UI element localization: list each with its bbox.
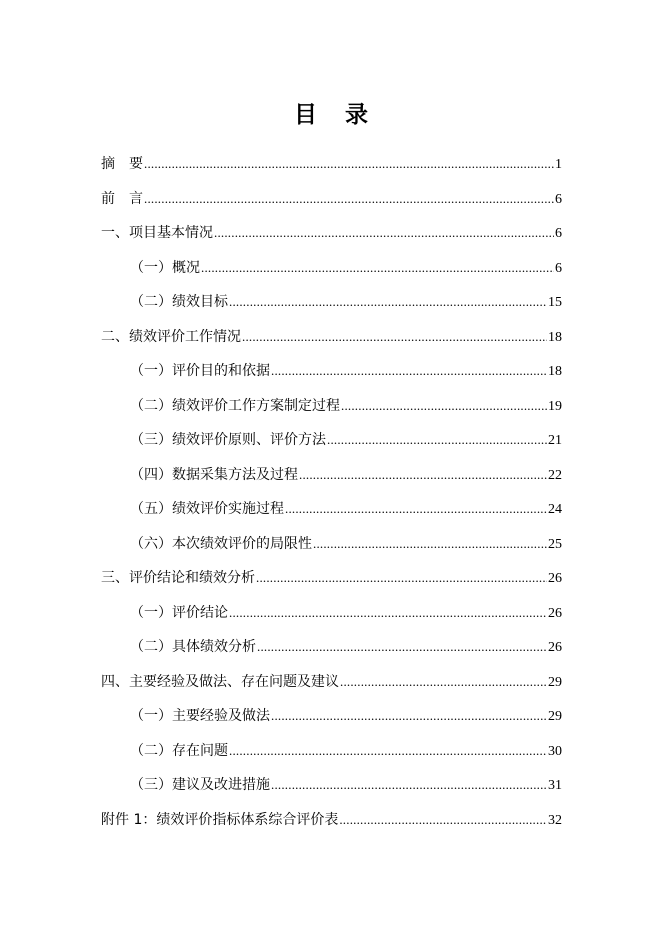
toc-entry-label: （一）主要经验及做法: [130, 708, 270, 724]
toc-page-number: 6: [555, 260, 562, 276]
toc-entry-label: （三）绩效评价原则、评价方法: [130, 432, 326, 448]
toc-entry[interactable]: [101, 566, 562, 601]
toc-entry-label: 四、主要经验及做法、存在问题及建议: [101, 673, 339, 690]
toc-entry-label: （六）本次绩效评价的局限性: [130, 535, 312, 552]
toc-page-number: 24: [548, 502, 562, 517]
toc-entry[interactable]: [101, 497, 562, 532]
toc-page-number: 6: [555, 226, 562, 241]
toc-entry-label: 摘 要: [101, 156, 143, 172]
toc-page-number: 26: [548, 605, 562, 621]
toc-entry-label: （一）评价结论: [130, 604, 228, 621]
toc-page-number: 18: [548, 364, 562, 379]
toc-page-number: 29: [548, 709, 562, 724]
toc-dot-leader: [340, 670, 547, 694]
toc-entry[interactable]: [101, 256, 562, 291]
toc-entry[interactable]: [101, 359, 562, 394]
toc-dot-leader: [271, 704, 547, 728]
toc-dot-leader: [229, 601, 547, 625]
toc-entry-label: （二）绩效评价工作方案制定过程: [130, 397, 340, 414]
toc-page-number: 26: [548, 640, 562, 655]
toc-dot-leader: [313, 532, 547, 556]
toc-page-number: 29: [548, 674, 562, 690]
toc-dot-leader: [229, 739, 547, 763]
toc-entry[interactable]: [101, 670, 562, 705]
toc-dot-leader: [257, 635, 547, 659]
toc-entry[interactable]: [101, 739, 562, 774]
toc-entry[interactable]: [101, 635, 562, 670]
toc-page-number: 30: [548, 743, 562, 759]
toc-dot-leader: [271, 773, 547, 797]
toc-page-number: 31: [548, 778, 562, 793]
toc-entry-label: 一、项目基本情况: [101, 225, 213, 241]
toc-dot-leader: [256, 566, 547, 590]
toc-entry[interactable]: [101, 221, 562, 256]
toc-entry[interactable]: [101, 152, 562, 187]
toc-dot-leader: [144, 187, 554, 211]
toc-entry-label: 附件 1：绩效评价指标体系综合评价表: [101, 811, 339, 828]
toc-entry[interactable]: [101, 463, 562, 498]
toc-entry-label: 二、绩效评价工作情况: [101, 328, 241, 345]
toc-entry-label: （三）建议及改进措施: [130, 777, 270, 793]
toc-entry[interactable]: [101, 532, 562, 567]
toc-dot-leader: [201, 256, 554, 280]
toc-page-number: 26: [548, 571, 562, 586]
toc-dot-leader: [299, 463, 547, 487]
toc-dot-leader: [144, 152, 554, 176]
toc-page-number: 22: [548, 467, 562, 483]
toc-entry-label: 三、评价结论和绩效分析: [101, 570, 255, 586]
toc-entry[interactable]: [101, 325, 562, 360]
toc-page-number: 18: [548, 329, 562, 345]
toc-page-number: 1: [555, 157, 562, 172]
toc-entry-label: （一）评价目的和依据: [130, 363, 270, 379]
toc-dot-leader: [229, 290, 547, 314]
toc-entry[interactable]: [101, 428, 562, 463]
toc-entry[interactable]: [101, 394, 562, 429]
toc-page-number: 25: [548, 536, 562, 552]
toc-dot-leader: [327, 428, 547, 452]
toc-dot-leader: [285, 497, 547, 521]
toc-dot-leader: [341, 394, 547, 418]
toc-entry-label: 前 言: [101, 190, 143, 207]
toc-title: 目 录: [293, 102, 378, 128]
toc-entry-label: （二）具体绩效分析: [130, 639, 256, 655]
toc-dot-leader: [242, 325, 547, 349]
toc-page-number: 6: [555, 191, 562, 207]
toc-dot-leader: [214, 221, 554, 245]
toc-entry[interactable]: [101, 601, 562, 636]
toc-entry[interactable]: [101, 773, 562, 808]
toc-dot-leader: [271, 359, 547, 383]
toc-page-number: 15: [548, 295, 562, 310]
toc-entry-label: （二）绩效目标: [130, 294, 228, 310]
toc-entry[interactable]: [101, 290, 562, 325]
toc-entry[interactable]: [101, 808, 562, 843]
toc-page-number: 21: [548, 433, 562, 448]
toc-entry-label: （五）绩效评价实施过程: [130, 501, 284, 517]
toc-dot-leader: [339, 808, 547, 832]
toc-entry[interactable]: [101, 704, 562, 739]
toc-entry-label: （二）存在问题: [130, 742, 228, 759]
toc-page-number: 19: [548, 398, 562, 414]
toc-entry[interactable]: [101, 187, 562, 222]
toc-entry-label: （四）数据采集方法及过程: [130, 466, 298, 483]
table-of-contents: [101, 152, 562, 842]
toc-page-number: 32: [548, 812, 562, 828]
toc-entry-label: （一）概况: [130, 259, 200, 276]
